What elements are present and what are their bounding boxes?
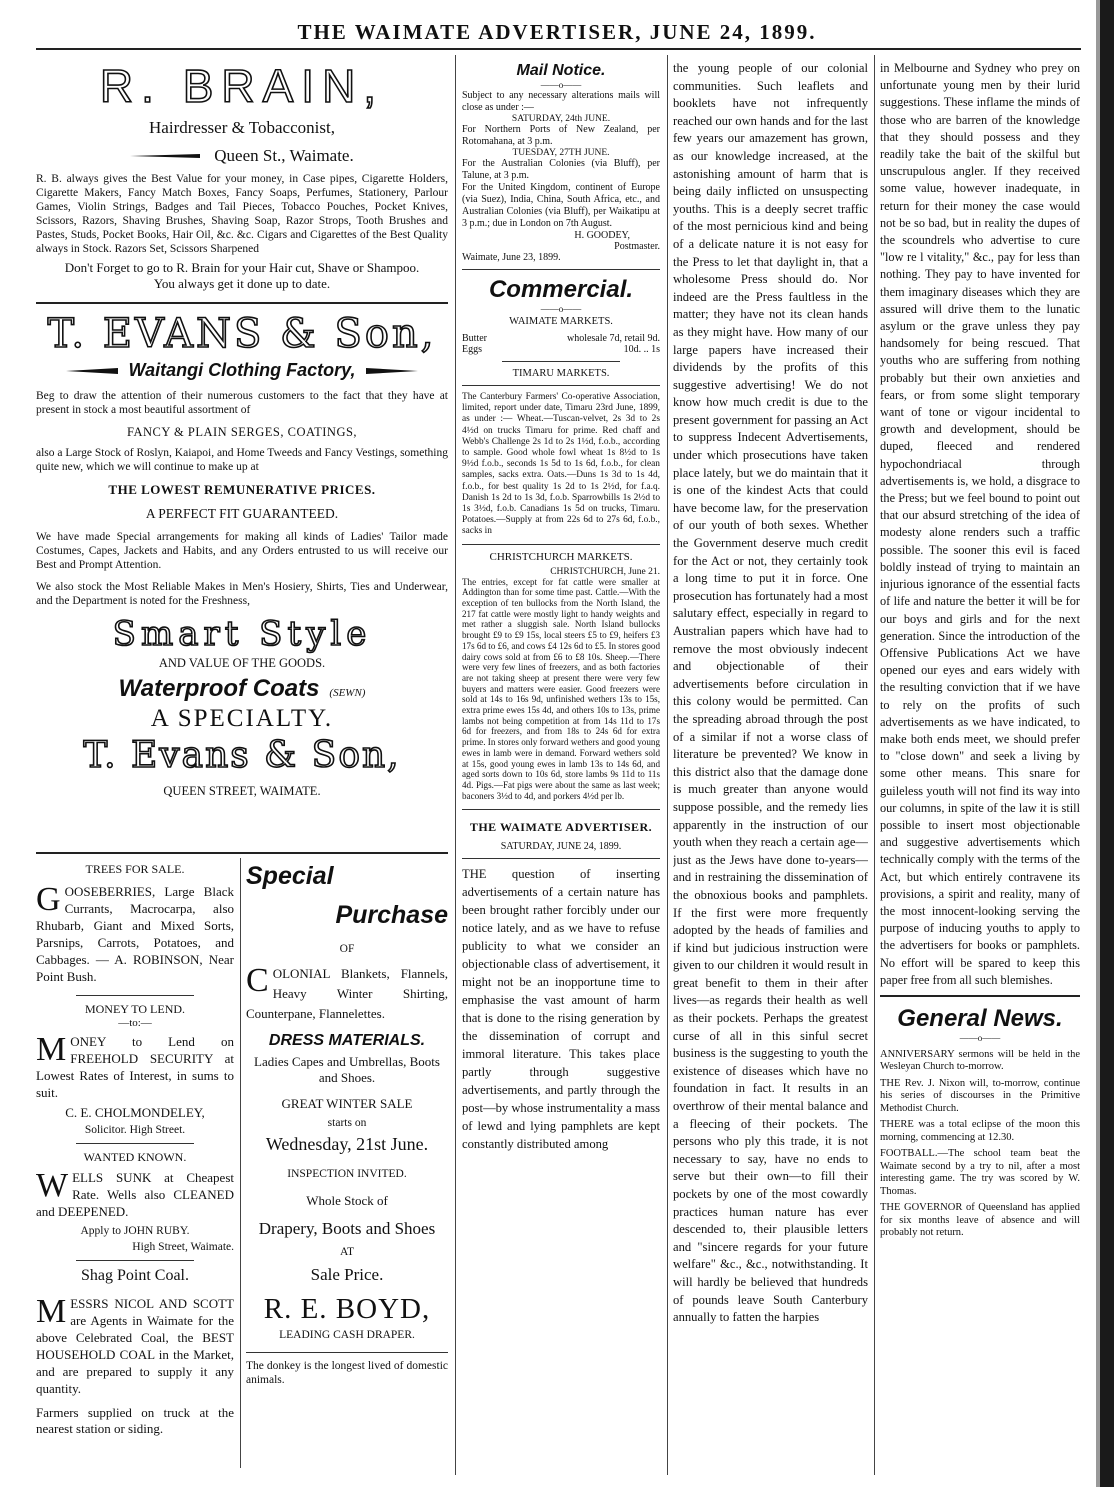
news-item-1: ANNIVERSARY sermons will be held in the Wesleyan Church to-morrow. xyxy=(880,1048,1080,1073)
evans-street: QUEEN STREET, WAIMATE. xyxy=(163,784,321,798)
money-heading: MONEY TO LEND. xyxy=(84,1002,186,1016)
wanted-body: ELLS SUNK at Cheapest Rate. Wells also CLEANED and DEEPENED. xyxy=(36,1170,234,1219)
butter-row xyxy=(462,333,660,344)
mail-line-4: TUESDAY, 27TH JUNE. xyxy=(512,148,610,158)
brain-address: Queen St., Waimate. xyxy=(214,146,354,165)
boyd-stock: Whole Stock of xyxy=(306,1193,388,1208)
wanted-dropcap: W xyxy=(36,1167,69,1204)
column-2 xyxy=(462,62,660,1472)
brain-rule xyxy=(36,302,448,304)
evans-sewn: (SEWN) xyxy=(329,687,366,699)
evans-rule xyxy=(36,852,448,854)
evans-value: AND VALUE OF THE GOODS. xyxy=(158,656,326,670)
news-item-3: THERE was a total eclipse of the moon this morning, commencing at 12.30. xyxy=(880,1119,1080,1143)
money-dropcap: M xyxy=(36,1031,67,1068)
boyd-dress: DRESS MATERIALS. xyxy=(268,1032,426,1049)
coal-text xyxy=(36,1295,234,1397)
trees-body: OOSEBERRIES, Large Black Currants, Macrocarpa, also Rhubarb, Giant and Mixed Sorts, Parsnips, Carrots, Potatoes, and Cabbages. — A. ROBINSON, Near Point Bush. xyxy=(36,884,234,984)
trees-rule xyxy=(76,995,195,996)
money-text xyxy=(36,1033,234,1101)
evans-name-2: T. Evans & Son, xyxy=(83,735,401,776)
boyd-ladies: Ladies Capes and Umbrellas, Boots and Shoes. xyxy=(254,1054,440,1085)
mail-rule xyxy=(462,269,660,270)
wanted-heading: WANTED KNOWN. xyxy=(83,1150,187,1164)
masthead: THE WAIMATE ADVERTISER, JUNE 24, 1899. xyxy=(297,20,817,44)
mail-line-2: SATURDAY, 24th JUNE. xyxy=(511,114,611,124)
timaru-rule xyxy=(462,544,660,545)
column-divider-3 xyxy=(874,55,875,1475)
money-rule xyxy=(76,1143,195,1144)
mail-line-5: For the Australian Colonies (via Bluff), per Talune, at 3 p.m. xyxy=(462,158,660,181)
coal-farmers: Farmers supplied on truck at the nearest station or siding. xyxy=(36,1405,234,1436)
wanted-address: High Street, Waimate. xyxy=(132,1241,234,1253)
eggs-value: 10d. .. 1s xyxy=(623,344,660,355)
general-news-dash: ——o—— xyxy=(959,1032,1001,1043)
commercial-heading: Commercial. xyxy=(488,276,634,303)
evans-para-3: We have made Special arrangements for making all kinds of Ladies' Tailor made Costumes, Capes, Jackets and Habits, and any Orders entrusted to us will receive our Best and Prompt Attention. xyxy=(36,531,448,571)
boyd-at: AT xyxy=(339,1246,355,1258)
boyd-purchase: Purchase xyxy=(335,901,448,929)
timaru-markets-text: The Canterbury Farmers' Co-operative Association, limited, report under date, Timaru 23rd June, 1899, as under :— Wheat.—Tuscan-velvet, 2s 3d to 2s 4½d on trucks Timaru for prime. Red chaff and Webb's Challenge 2s 1d to 2s 1½d, f.o.b., according to sample. Good whole fowl wheat 1s 8½d to 1s 9½d f.o.b., seconds 1s 5d to 1s 6d, f.o.b., for clean samples, sacks extra. Oats.—Duns 1s 3d to 1s 4d, f.o.b., for best quality 1s 2d to 1s 2½d, for f.a.q. Danish 1s 2d to 1s 3d, f.o.b. Sparrowbills 1s 2½d to 1s 3½d, f.o.b. Canadians 1s 5d on trucks, Timaru. Potatoes.—Supply at from 22s 6d to 27s 6d, f.o.b., sacks in xyxy=(462,392,660,537)
boyd-of: OF xyxy=(339,943,355,955)
evans-serges: FANCY & PLAIN SERGES, COATINGS, xyxy=(126,425,358,439)
boyd-name: R. E. BOYD, xyxy=(263,1293,431,1325)
mail-line-1: Subject to any necessary alterations mails will close as under :— xyxy=(462,90,660,113)
christchurch-markets-heading: CHRISTCHURCH MARKETS. xyxy=(489,550,633,563)
brain-footer-2: You always get it done up to date. xyxy=(153,276,331,291)
butter-value: wholesale 7d, retail 9d. xyxy=(566,333,660,344)
news-item-5: THE GOVERNOR of Queensland has applied for six months leave of absence and will probably not return. xyxy=(880,1202,1080,1239)
boyd-rule xyxy=(246,1352,448,1353)
column-divider-2 xyxy=(667,55,668,1475)
column-divider-small xyxy=(240,858,241,1468)
christchurch-markets-text: The entries, except for fat cattle were smaller at Addington than for some time past. Cattle.—With the exception of ten bullocks from the North Island, the 217 fat cattle were mostly light to handy weights and met rather a sluggish sale. North Island bullocks brought £9 to £9 15s, local steers £5 to £9, heifers £3 17s 6d to £6, and cows £4 12s 6d to £5. In stores good dairy cows sold at from £6 to £8 10s. Sheep.—There were very few lines of freezers, and as both factories are not taking sheep at present there were very few buyers and matters were easier. Good freezers were sold at 14s to 16s 9d, unfinished wethers 13s to 15s, extra prime ewes 15s 4d, and others 10s to 13s, prime lambs not being competition at from 14s 11d to 17s 6d for freezers, and from 18s to 24s 6d for extra prime. In stores only forward wethers and good young ewes in lamb were in demand. Forward wethers sold at 15s, good young ewes in lamb 13s to 14s 6d, and aged sorts down to 10s 6d, store lambs 9s 11d to 11s 4d. Pigs.—Fat pigs were about the same as last week; baconers 3½d to 4d, and porkers 4½d per lb. xyxy=(462,576,660,801)
evans-para-1: Beg to draw the attention of their numerous customers to the fact that they have at present in stock a most beautiful assortment of xyxy=(36,390,448,416)
column-4 xyxy=(880,60,1080,1472)
boyd-colonial-body: OLONIAL Blankets, Flannels, Heavy Winter Shirting, Counterpane, Flannelettes. xyxy=(246,966,448,1021)
boyd-price: Sale Price. xyxy=(310,1265,384,1284)
boyd-date: Wednesday, 21st June. xyxy=(265,1134,429,1154)
evans-smart-style: Smart Style xyxy=(112,614,372,654)
boyd-advert xyxy=(246,862,448,1472)
trees-text xyxy=(36,883,234,985)
news-item-4: FOOTBALL.—The school team beat the Waimate second by a try to nil, after a most interesting game. The try was scored by W. Thomas. xyxy=(880,1148,1080,1197)
money-body: ONEY to Lend on FREEHOLD SECURITY at Lowest Rates of Interest, in sums to suit. xyxy=(36,1034,234,1100)
wanted-apply: Apply to JOHN RUBY. xyxy=(80,1225,190,1237)
brain-trade: Hairdresser & Tobacconist, xyxy=(149,118,335,137)
editorial-column-3: in Melbourne and Sydney who prey on unfortunate young men by their lurid suggestions. These inflame the minds of those who are barren of the knowledge that they should possess and they readily take the bait of the skilful but unscrupulous angler. If they received some value, however inadequate, in return for their money the case would not be so bad, but in reality the dupes of the scoundrels who advertise to cure "low re l vitality," &c., pay for less than nothing. They pay to have invented for them imaginary diseases which they are assured will drive them to the lunatic asylum or the grave unless they pay handsomely for being rescued. That youths who are suffering from nothing probably but their own anxieties and fears, or from some slight temporary want of tone or vigour incidental to growth and development, should be duped, fleeced and rendered hypochondriacal through advertisements is, we hold, a disgrace to the Press; but we feel bound to point out that our absurd stretching of the idea of modesty alone renders such a traffic possible. The sooner this evil is faced boldly instead of trying to maintain an injurious ignorance of the essential facts of life and nature the better it will be for our boys and girls and for the next generation. Since the introduction of the Offensive Publications Act we have opened our eyes and ears widely with the resulting conviction that if we have to rely on the profits of such advertisements as we have indicated, to make both ends meet, we should prefer to "close down" and seek a living by some other means. This snare for guileless youth will not find its way into our columns, in spite of the law it is still possible to insert most objectionable and suggestive advertisements which technically comply with the terms of the Act, but which entirely contravene its provisions, a spirit and reality, many of the most innocent-looking serving the purpose of inducing youths to apply to the advertisers for books or pamphlets. No effort will be spared to keep this paper free from all such blemishes. xyxy=(880,61,1080,987)
page-edge-bar xyxy=(1100,0,1114,1487)
mail-line-3: For Northern Ports of New Zealand, per Rotomahana, at 3 p.m. xyxy=(462,124,660,147)
left-flourish-icon xyxy=(66,366,118,376)
brain-footer-1: Don't Forget to go to R. Brain for your Hair cut, Shave or Shampoo. xyxy=(64,260,420,275)
pointing-hand-icon xyxy=(130,151,200,161)
mail-heading: Mail Notice. xyxy=(516,62,606,79)
trees-dropcap: G xyxy=(36,881,61,918)
mail-postmaster: Postmaster. xyxy=(614,241,660,252)
mail-dash: ——o—— xyxy=(540,80,582,90)
editorial-column-1: THE question of inserting advertisements of a certain nature has been brought rather forcibly under our notice lately, and as we have to refuse publicity to what we consider an objectionable class of advertisement, it might not be an inopportune time to emphasise the vast amount of harm that is done to the rising generation by the dissemination of corrupt and immoral literature. This takes place partly through suggestive advertisements, and partly through the post—by whose instrumentality a mass of lewd and lying pamphlets are kept constantly distributed among xyxy=(462,867,660,1152)
butter-label: Butter xyxy=(462,333,487,344)
editorial-end-rule xyxy=(880,995,1080,997)
wanted-text xyxy=(36,1169,234,1220)
trees-heading: TREES FOR SALE. xyxy=(85,862,185,876)
mail-line-6: For the United Kingdom, continent of Europe (via Suez), India, China, South Africa, etc., and Australian Colonies (via Bluff), per Waikatipu at 3 p.m.; due in London on 7th August. xyxy=(462,182,660,229)
eggs-label: Eggs xyxy=(462,344,482,355)
column-divider-1 xyxy=(455,55,456,1475)
general-news-heading: General News. xyxy=(897,1004,1063,1032)
boyd-sale: GREAT WINTER SALE xyxy=(281,1096,413,1111)
coal-dropcap: M xyxy=(36,1293,67,1330)
editorial-rule xyxy=(462,858,660,859)
waimate-markets-heading: WAIMATE MARKETS. xyxy=(509,316,613,327)
waimate-markets-rule xyxy=(502,361,621,362)
money-name: C. E. CHOLMONDELEY, xyxy=(65,1105,205,1120)
evans-prices: THE LOWEST REMUNERATIVE PRICES. xyxy=(108,482,376,497)
news-item-2: THE Rev. J. Nixon will, to-morrow, continue his series of discourses in the Primitive Methodist Church. xyxy=(880,1077,1080,1114)
boyd-draper: LEADING CASH DRAPER. xyxy=(279,1329,415,1341)
coal-body: ESSRS NICOL AND SCOTT are Agents in Waimate for the above Celebrated Coal, the BEST HOUSEHOLD COAL in the Market, and are prepared to supply it any quantity. xyxy=(36,1296,234,1396)
christchurch-date: CHRISTCHURCH, June 21. xyxy=(550,566,660,577)
boyd-donkey: The donkey is the longest lived of domestic animals. xyxy=(246,1360,448,1386)
commercial-dash: ——o—— xyxy=(540,304,582,314)
timaru-markets-heading: TIMARU MARKETS. xyxy=(512,368,610,379)
column-3 xyxy=(673,60,868,1472)
masthead-rule xyxy=(36,48,1081,50)
evans-fit: A PERFECT FIT GUARANTEED. xyxy=(145,506,339,521)
mail-signature: H. GOODEY, xyxy=(574,230,630,241)
brain-name: R. BRAIN, xyxy=(99,60,385,112)
evans-advert xyxy=(36,310,448,850)
boyd-drapery: Drapery, Boots and Shoes xyxy=(258,1219,436,1238)
boyd-invited: INSPECTION INVITED. xyxy=(287,1168,407,1180)
page-edge-shadow xyxy=(1096,0,1100,1487)
editorial-column-2: the young people of our colonial communities. Such leaflets and booklets have not infrequently reached our own hands and for the last few years our amazement has grown, as our knowledge increased, at the astonishing amount of harm that is being daily inflicted on unsuspecting youths. This is a deeply secret traffic of the most pernicious kind and being of a delicate nature it is not easy for the Press to let that daylight in, that a wholesome Press should do. Nor indeed are the Press faultless in the matter; they have not its clean hands as they might have. How many of our large papers have increased their dividends by the profits of this suggestive advertising! We do not know how much credit is due to the present government for passing an Act to suppress Indecent Advertisements, under which prosecutions have taken place lately, but we do maintain that it is one of the kindest Acts that could have become law, for the preservation of our youth of both sexes. Whether the Government deserve much credit for the Act or not, they certainly took a long time to put it in force. One prosecution has fortunately had a most salutary effect, especially in regard to Australian papers which have had to remove the most obviously indecent and objectionable of their advertisements before circulation in this colony would be permitted. Can the spreading abroad through the post of a similar if not a worse class of literature be prevented? We know in this district also that the damage done is much greater than anyone would suppose possible, and the remedy lies apparently in the instruction of our youth when they reach a certain age—just as the Jews have done to-years—and in restraining the dissemination of the obnoxious books and pamphlets. If the first were more frequently adopted by the heads of families and if kind but judicious instruction were given to our children it would result in great benefit to them in their after lives—as regards their health as well as their pockets. Perhaps the greatest curse of all in this sinful secret business is the suggesting to youth the existence of diseases which have no foundation in fact. It results in an overthrow of their mental balance and a fleecing of their pockets. The persons who ply this trade, it is not necessary to say, have no ends to serve but their own—to fill their pockets by one of the most cowardly practices human nature has ever descended to, their plausible letters and "sincere regards for your future welfare" &c., &c., notwithstanding. It will hardly be believed that hundreds of pounds leave South Canterbury annually to fatten the harpies xyxy=(673,61,868,1325)
boyd-dropcap: C xyxy=(246,962,269,999)
coal-heading: Shag Point Coal. xyxy=(80,1267,189,1284)
small-ads-column xyxy=(36,862,234,1472)
boyd-starts: starts on xyxy=(327,1117,367,1129)
boyd-colonial xyxy=(246,964,448,1024)
commercial-rule xyxy=(462,809,660,810)
editorial-banner: THE WAIMATE ADVERTISER. xyxy=(469,820,653,835)
timaru-rule-top xyxy=(462,385,660,386)
evans-para-4: We also stock the Most Reliable Makes in Men's Hosiery, Shirts, Ties and Underwear, and the Department is noted for the Freshness, xyxy=(36,581,448,607)
eggs-row xyxy=(462,344,660,355)
money-address: Solicitor. High Street. xyxy=(84,1124,186,1136)
evans-name: T. EVANS & Son, xyxy=(47,311,437,357)
brain-body: R. B. always gives the Best Value for your money, in Case pipes, Cigarette Holders, Cigarette Makers, Fancy Match Boxes, Fancy Soaps, Perfumes, Stationery, Parlour Games, Violin Strings, Badges and Tail Pieces, Tobacco Pouches, Pocket Knives, Scissors, Razors, Shaving Brushes, Shaving Soap, Razor Strops, Tooth Brushes and Pastes, Studs, Pocket Books, Hair Oil, &c. &c. Cigars and Cigarettes of the Best Quality always in Stock. Razors Set, Scissors Sharpened xyxy=(36,173,448,255)
evans-waterproof: Waterproof Coats xyxy=(118,675,320,702)
editorial-date: SATURDAY, JUNE 24, 1899. xyxy=(500,841,622,853)
money-to: —to:— xyxy=(118,1017,152,1029)
brain-advert xyxy=(36,60,448,300)
evans-specialty: A SPECIALTY. xyxy=(150,705,334,732)
boyd-special: Special xyxy=(246,862,334,890)
evans-factory: Waitangi Clothing Factory, xyxy=(128,360,356,380)
evans-para-2: also a Large Stock of Roslyn, Kaiapoi, and Home Tweeds and Fancy Vestings, something quite new, which we will continue to make up at xyxy=(36,447,448,473)
mail-date: Waimate, June 23, 1899. xyxy=(462,252,561,263)
wanted-rule xyxy=(76,1260,195,1261)
right-flourish-icon xyxy=(366,366,418,376)
